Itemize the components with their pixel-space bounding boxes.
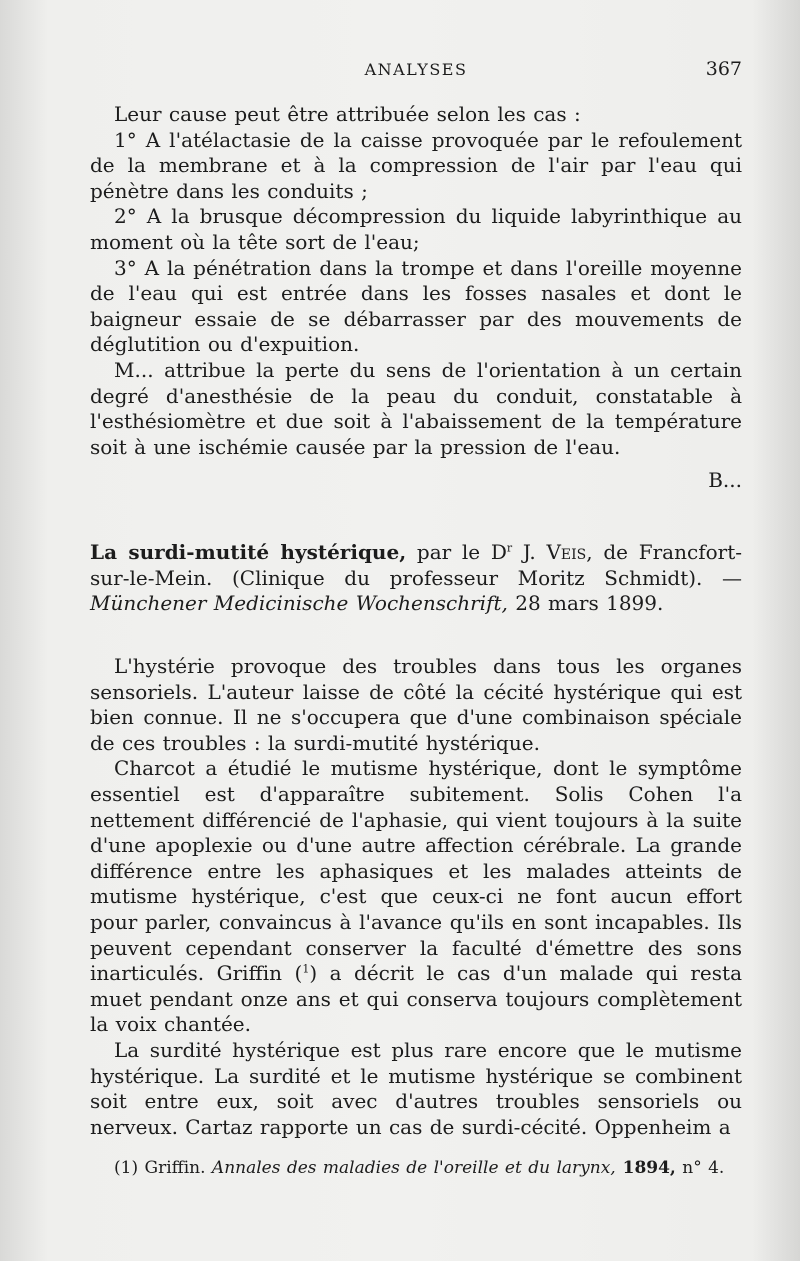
author-affiliation: , de Francfort-sur-le-Mein. (Clinique du professeur Moritz Schmidt). — [90, 540, 742, 590]
article-title: La surdi-mutité hystérique, [90, 540, 407, 564]
page-number: 367 [705, 58, 742, 80]
paragraph: 3° A la pénétration dans la trompe et dans l'oreille moyenne de l'eau qui est entrée dans les fosses nasales et dont le baigneur essaie de se débarrasser par des mouvements de déglutition ou d'expuition. [90, 255, 742, 357]
footnote [90, 1157, 742, 1179]
page-header [90, 58, 742, 84]
running-title: ANALYSES [364, 60, 468, 79]
author-name: Veis [546, 540, 587, 564]
article-by: par le D [406, 540, 507, 564]
paragraph: 2° A la brusque décompression du liquide labyrinthique au moment où la tête sort de l'eau; [90, 204, 742, 254]
paragraph: L'hystérie provoque des troubles dans tous les organes sensoriels. L'auteur laisse de côté la cécité hystérique qui est bien connue. Il ne s'occupera que d'une combinaison spéciale de ces troubles : la surdi-mutité hystérique. [90, 654, 742, 755]
article-heading [90, 540, 742, 617]
paragraph: 1° A l'atélactasie de la caisse provoquée par le refoulement de la membrane et à la compression de l'air par l'eau qui pénètre dans les conduits ; [90, 127, 742, 203]
reviewer-signature: B... [708, 468, 742, 493]
paragraph: M... attribue la perte du sens de l'orientation à un certain degré d'anesthésie de la peau du conduit, constatable à l'esthésiomètre et due soit à l'abaissement de la température soit à une ischémie causée par la pression de l'eau. [90, 357, 742, 459]
author-initial: J. [512, 540, 547, 564]
footnote-journal: Annales des maladies de l'oreille et du larynx, [211, 1158, 616, 1178]
previous-review-continuation [90, 102, 742, 494]
paragraph [90, 756, 742, 1038]
footnote-author: Griffin. [138, 1158, 212, 1178]
footnote-issue: n° 4. [675, 1158, 725, 1178]
paragraph: La surdité hystérique est plus rare encore que le mutisme hystérique. La surdité et le mutisme hystérique se combinent soit entre eux, soit avec d'autres troubles sensoriels ou nerveux. Cartaz rapporte un cas de surdi-cécité. Oppenheim a [90, 1037, 742, 1139]
footnote-marker: (1) [114, 1158, 139, 1178]
paragraph-text: ) a décrit le cas d'un malade qui resta muet pendant onze ans et qui conserva toujours complètement la voix chantée. [90, 961, 742, 1037]
article-body [90, 654, 742, 1140]
journal-name: Münchener Medicinische Wochenschrift, [90, 591, 508, 616]
publication-date: 28 mars 1899. [507, 591, 664, 616]
footnote-ref: 1 [302, 962, 310, 976]
paragraph-text: Charcot a étudié le mutisme hystérique, dont le symptôme essentiel est d'apparaître subitement. Solis Cohen l'a nettement différencié de l'aphasie, qui vient toujours à la suite d'une apoplexie ou d'une autre affection cérébrale. La grande différence entre les aphasiques et les malades atteints de mutisme hystérique, c'est que ceux-ci ne font aucun effort pour parler, convaincus à l'avance qu'ils en sont incapables. Ils peuvent cependant conserver la faculté d'émettre des sons inarticulés. Griffin ( [90, 756, 742, 986]
paragraph: Leur cause peut être attribuée selon les cas : [114, 102, 581, 126]
footnote-year: 1894, [615, 1158, 676, 1178]
article-by-sup: r [506, 541, 513, 555]
